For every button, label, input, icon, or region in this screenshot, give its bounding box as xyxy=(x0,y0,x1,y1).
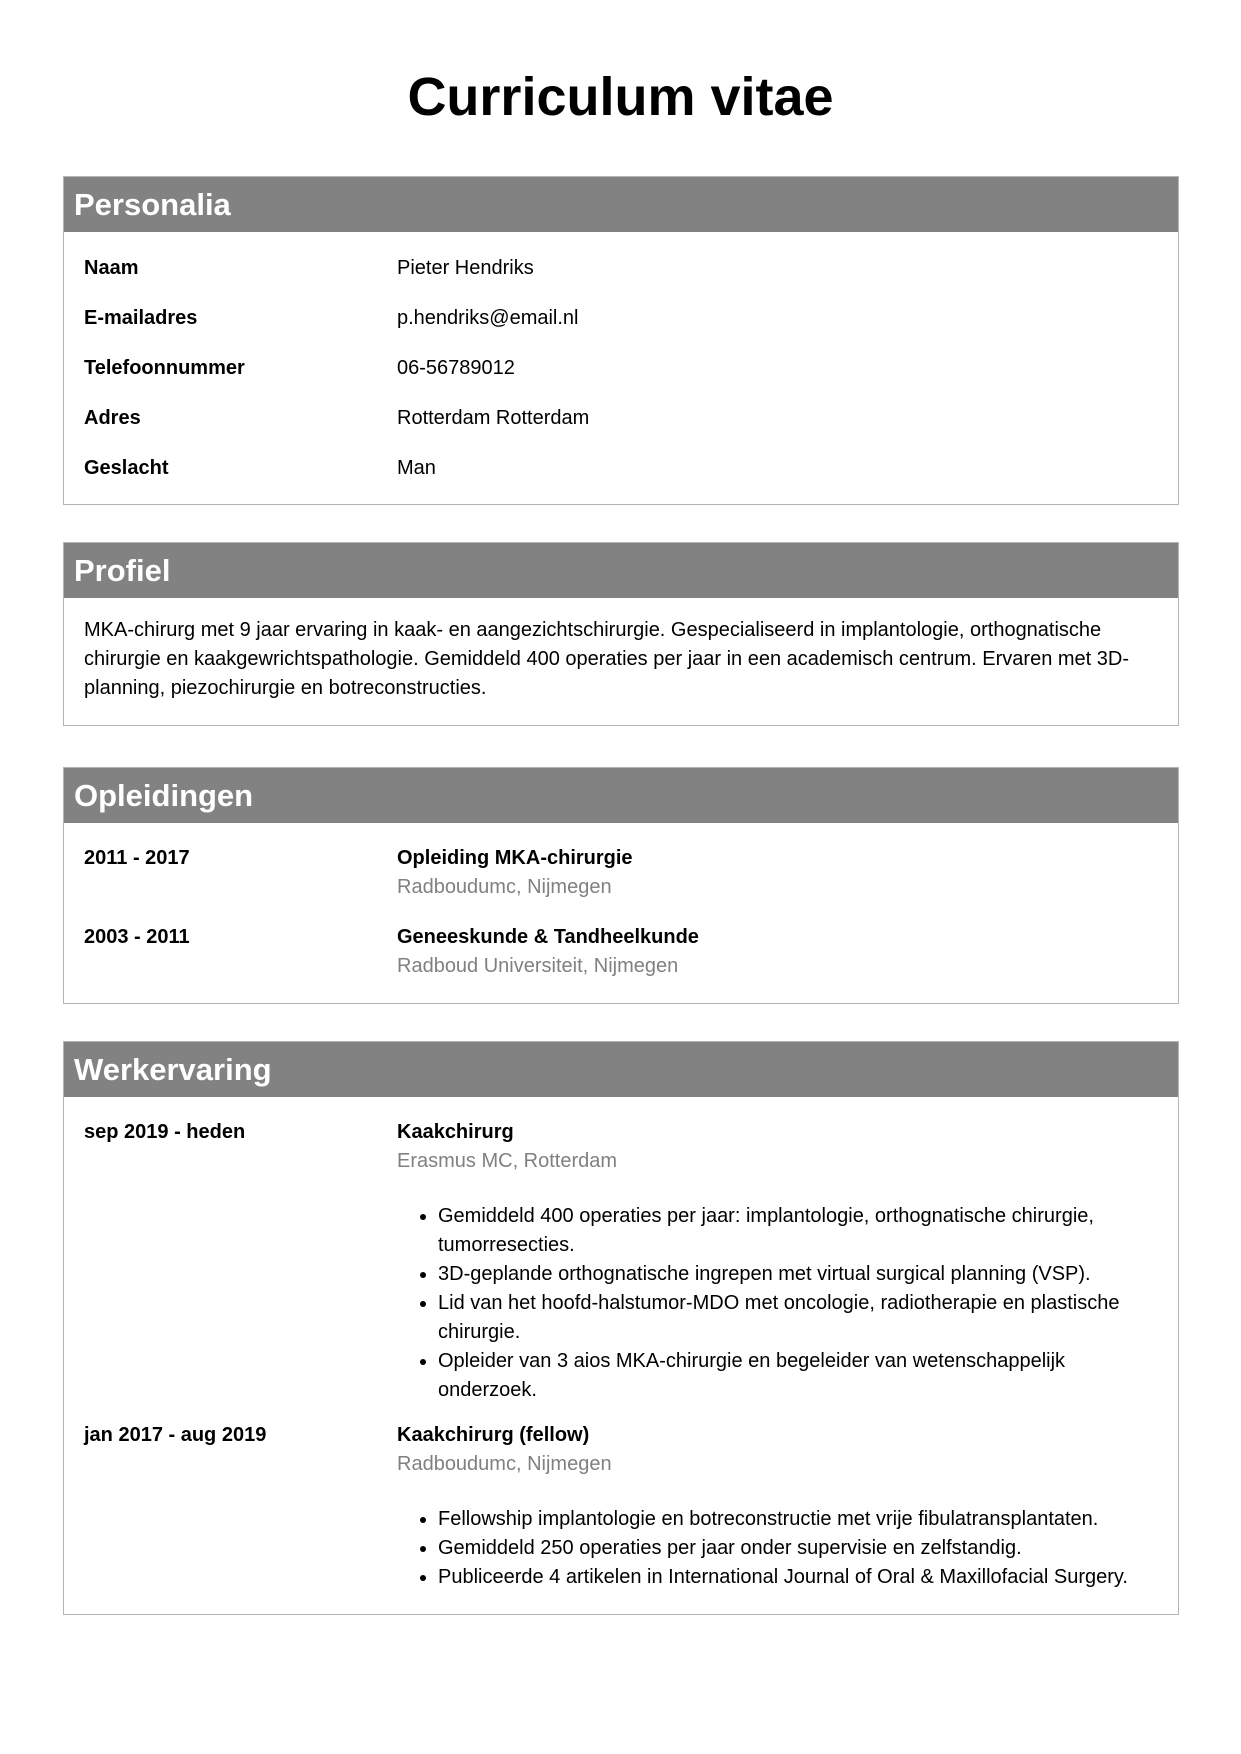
field-value: p.hendriks@email.nl xyxy=(397,306,579,329)
list-item: • Opleider van 3 aios MKA-chirurgie en begeleider van wetenschappelijk onderzoek. xyxy=(438,1347,1158,1405)
list-item: • Fellowship implantologie en botreconstructie met vrije fibulatransplantaten. xyxy=(438,1505,1158,1534)
education-title: Geneeskunde & Tandheelkunde xyxy=(397,926,699,948)
work-details xyxy=(397,1118,1158,1405)
section-heading-werkervaring: Werkervaring xyxy=(64,1042,1178,1097)
field-label: Geslacht xyxy=(84,456,169,479)
field-value: 06-56789012 xyxy=(397,356,515,379)
work-bullets xyxy=(397,1202,1158,1405)
field-label: Adres xyxy=(84,406,141,429)
personalia-row-naam xyxy=(84,243,1158,293)
education-entry xyxy=(84,923,1158,981)
section-heading-profiel: Profiel xyxy=(64,543,1178,598)
work-details xyxy=(397,1421,1158,1592)
page-title: Curriculum vitae xyxy=(407,67,834,127)
personalia-row-email xyxy=(84,293,1158,343)
field-value: Rotterdam Rotterdam xyxy=(397,406,590,429)
education-institution: Radboud Universiteit, Nijmegen xyxy=(397,955,679,977)
list-item: • Gemiddeld 250 operaties per jaar onder supervisie en zelfstandig. xyxy=(438,1534,1158,1563)
section-personalia xyxy=(63,176,1179,505)
education-institution: Radboudumc, Nijmegen xyxy=(397,876,612,898)
work-entry xyxy=(84,1421,1158,1592)
section-werkervaring xyxy=(63,1041,1179,1615)
section-opleidingen xyxy=(63,767,1179,1004)
section-heading-opleidingen: Opleidingen xyxy=(64,768,1178,823)
personalia-row-adres xyxy=(84,393,1158,443)
education-title: Opleiding MKA-chirurgie xyxy=(397,847,633,869)
opleidingen-body xyxy=(64,823,1178,1003)
personalia-row-geslacht xyxy=(84,443,1158,493)
list-item: • 3D-geplande orthognatische ingrepen met virtual surgical planning (VSP). xyxy=(438,1260,1158,1289)
profile-text: MKA-chirurg met 9 jaar ervaring in kaak- en aangezichtschirurgie. Gespecialiseerd in implantologie, orthognatische chirurgie en kaakgewrichtspathologie. Gemiddeld 400 operaties per jaar in een academisch centrum. Ervaren met 3D-planning, piezochirurgie en botreconstructies. xyxy=(84,619,1129,699)
work-employer: Erasmus MC, Rotterdam xyxy=(397,1150,618,1172)
list-item: • Publiceerde 4 artikelen in International Journal of Oral & Maxillofacial Surgery. xyxy=(438,1563,1158,1592)
work-period: sep 2019 - heden xyxy=(84,1121,246,1143)
profiel-body xyxy=(64,598,1178,725)
personalia-body xyxy=(64,232,1178,504)
section-heading-personalia: Personalia xyxy=(64,177,1178,232)
work-title: Kaakchirurg xyxy=(397,1121,514,1143)
work-period: jan 2017 - aug 2019 xyxy=(84,1424,267,1446)
field-label: Naam xyxy=(84,256,139,279)
werkervaring-body xyxy=(64,1097,1178,1614)
education-details xyxy=(397,923,1158,981)
list-item: • Gemiddeld 400 operaties per jaar: implantologie, orthognatische chirurgie, tumorresecties. xyxy=(438,1202,1158,1260)
education-period: 2011 - 2017 xyxy=(84,847,190,869)
section-profiel xyxy=(63,542,1179,726)
field-label: E-mailadres xyxy=(84,306,198,329)
work-title: Kaakchirurg (fellow) xyxy=(397,1424,590,1446)
list-item: • Lid van het hoofd-halstumor-MDO met oncologie, radiotherapie en plastische chirurgie. xyxy=(438,1289,1158,1347)
field-value: Pieter Hendriks xyxy=(397,256,534,279)
education-entry xyxy=(84,844,1158,902)
field-value: Man xyxy=(397,456,436,479)
education-period: 2003 - 2011 xyxy=(84,926,190,948)
work-employer: Radboudumc, Nijmegen xyxy=(397,1453,612,1475)
work-bullets xyxy=(397,1505,1158,1592)
work-entry xyxy=(84,1118,1158,1405)
field-label: Telefoonnummer xyxy=(84,356,245,379)
personalia-row-telefoon xyxy=(84,343,1158,393)
education-details xyxy=(397,844,1158,902)
